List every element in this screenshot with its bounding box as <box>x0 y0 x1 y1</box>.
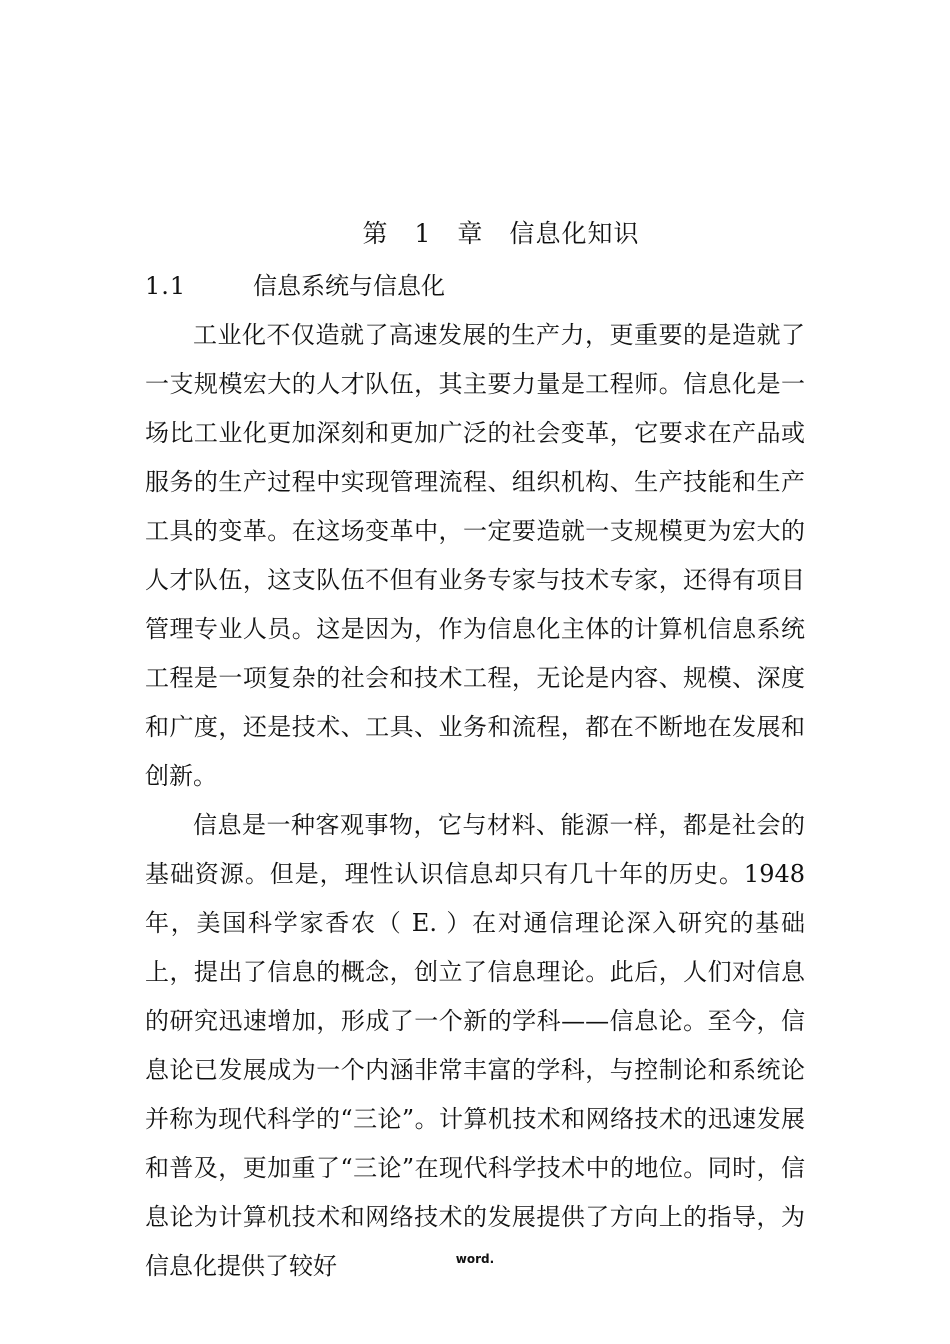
body-text <box>145 311 805 1291</box>
page-footer: word. <box>455 1252 495 1266</box>
paragraph: 工业化不仅造就了高速发展的生产力，更重要的是造就了一支规模宏大的人才队伍，其主要力量是工程师。信息化是一场比工业化更加深刻和更加广泛的社会变革，它要求在产品或服务的生产过程中实现管理流程、组织机构、生产技能和生产工具的变革。在这场变革中，一定要造就一支规模更为宏大的人才队伍，这支队伍不但有业务专家与技术专家，还得有项目管理专业人员。这是因为，作为信息化主体的计算机信息系统工程是一项复杂的社会和技术工程，无论是内容、规模、深度和广度，还是技术、工具、业务和流程，都在不断地在发展和创新。 <box>145 321 805 790</box>
chapter-title: 第 1 章 信息化知识 <box>362 219 640 248</box>
section-title: 信息系统与信息化 <box>253 272 445 300</box>
section-number: 1.1 <box>145 272 187 300</box>
paragraph: 信息是一种客观事物，它与材料、能源一样，都是社会的基础资源。但是，理性认识信息却只有几十年的历史。1948 年，美国科学家香农（ E. ）在对通信理论深入研究的基础上，提出了信息的概念，创立了信息理论。此后，人们对信息的研究迅速增加，形成了一个新的学科——信息论。至今，信息论已发展成为一个内涵非常丰富的学科，与控制论和系统论并称为现代科学的“三论”。计算机技术和网络技术的迅速发展和普及，更加重了“三论”在现代科学技术中的地位。同时，信息论为计算机技术和网络技术的发展提供了方向上的指导，为信息化提供了较好 <box>145 811 805 1280</box>
section-heading <box>145 266 445 306</box>
